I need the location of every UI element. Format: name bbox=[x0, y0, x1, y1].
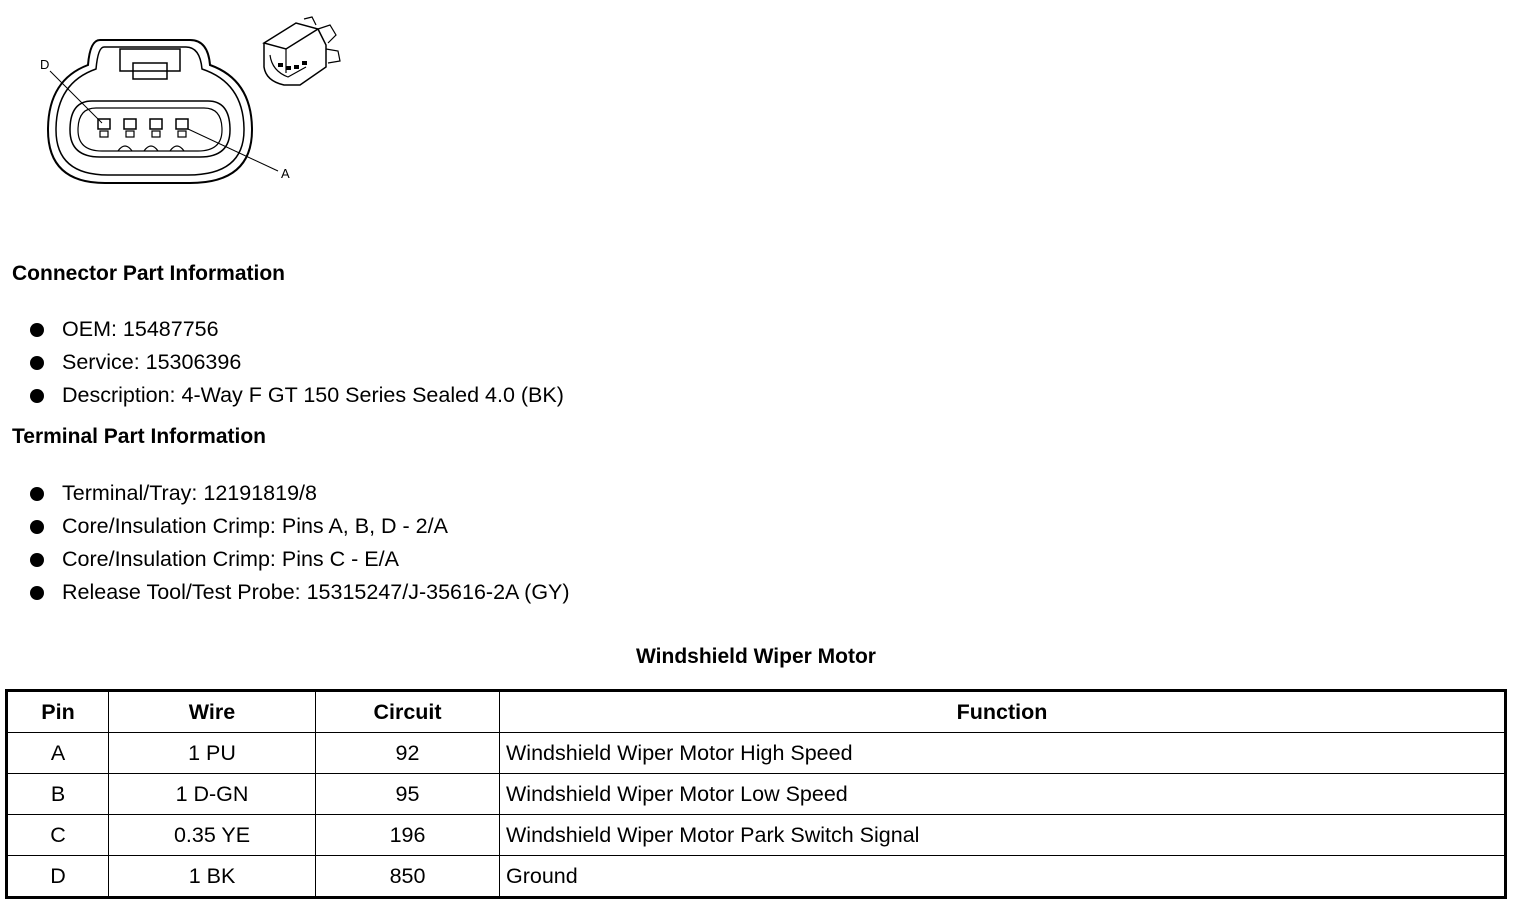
wire-cell: 1 BK bbox=[109, 856, 316, 898]
circuit-cell: 850 bbox=[316, 856, 500, 898]
connector-info-list bbox=[30, 313, 564, 412]
connector-3d-thumbnail bbox=[264, 17, 340, 85]
connector-diagram bbox=[30, 5, 370, 205]
table-header-row bbox=[7, 691, 1506, 733]
connector-face-drawing bbox=[30, 5, 370, 205]
connector-part-info-heading: Connector Part Information bbox=[12, 262, 286, 285]
bullet-icon bbox=[30, 389, 44, 403]
list-item bbox=[30, 576, 570, 609]
terminal-cavity bbox=[124, 119, 136, 137]
pin-d-label: D bbox=[40, 57, 50, 72]
list-item-text: Release Tool/Test Probe: 15315247/J-35616-2A (GY) bbox=[62, 580, 570, 604]
column-header-circuit: Circuit bbox=[316, 691, 500, 733]
wire-cell: 0.35 YE bbox=[109, 815, 316, 856]
table-row bbox=[7, 856, 1506, 898]
terminal-part-info-heading: Terminal Part Information bbox=[12, 425, 266, 448]
terminal-info-list bbox=[30, 477, 570, 609]
circuit-cell: 92 bbox=[316, 733, 500, 774]
function-cell: Windshield Wiper Motor High Speed bbox=[500, 733, 1506, 774]
function-cell: Windshield Wiper Motor Park Switch Signal bbox=[500, 815, 1506, 856]
list-item-text: Core/Insulation Crimp: Pins A, B, D - 2/A bbox=[62, 514, 448, 538]
terminal-cavity bbox=[98, 119, 110, 137]
table-row bbox=[7, 815, 1506, 856]
bullet-icon bbox=[30, 356, 44, 370]
column-header-function: Function bbox=[500, 691, 1506, 733]
list-item bbox=[30, 346, 564, 379]
list-item bbox=[30, 510, 570, 543]
pin-cell: B bbox=[7, 774, 109, 815]
list-item-text: OEM: 15487756 bbox=[62, 317, 219, 341]
pin-cell: D bbox=[7, 856, 109, 898]
table-caption: Windshield Wiper Motor bbox=[636, 645, 876, 668]
list-item bbox=[30, 543, 570, 576]
list-item-text: Service: 15306396 bbox=[62, 350, 242, 374]
bullet-icon bbox=[30, 586, 44, 600]
list-item-text: Core/Insulation Crimp: Pins C - E/A bbox=[62, 547, 399, 571]
pin-a-label: A bbox=[281, 166, 290, 181]
function-cell: Windshield Wiper Motor Low Speed bbox=[500, 774, 1506, 815]
bullet-icon bbox=[30, 553, 44, 567]
circuit-cell: 95 bbox=[316, 774, 500, 815]
terminal-cavity bbox=[150, 119, 162, 137]
circuit-cell: 196 bbox=[316, 815, 500, 856]
wire-cell: 1 D-GN bbox=[109, 774, 316, 815]
column-header-wire: Wire bbox=[109, 691, 316, 733]
terminal-cavity bbox=[176, 119, 188, 137]
bullet-icon bbox=[30, 520, 44, 534]
column-header-pin: Pin bbox=[7, 691, 109, 733]
bullet-icon bbox=[30, 323, 44, 337]
pin-cell: A bbox=[7, 733, 109, 774]
pinout-table bbox=[5, 689, 1507, 899]
list-item bbox=[30, 313, 564, 346]
wire-cell: 1 PU bbox=[109, 733, 316, 774]
list-item bbox=[30, 477, 570, 510]
function-cell: Ground bbox=[500, 856, 1506, 898]
list-item bbox=[30, 379, 564, 412]
pin-cell: C bbox=[7, 815, 109, 856]
table-row bbox=[7, 733, 1506, 774]
bullet-icon bbox=[30, 487, 44, 501]
list-item-text: Description: 4-Way F GT 150 Series Sealed 4.0 (BK) bbox=[62, 383, 564, 407]
table-row bbox=[7, 774, 1506, 815]
list-item-text: Terminal/Tray: 12191819/8 bbox=[62, 481, 317, 505]
